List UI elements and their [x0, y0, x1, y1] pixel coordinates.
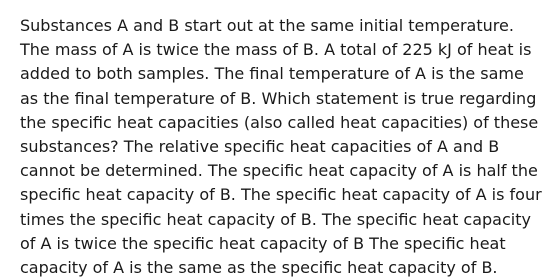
text-line: added to both samples. The final temperature of A is the same [20, 64, 524, 84]
text-line: of A is twice the specific heat capacity of B The specific heat [20, 233, 506, 253]
question-text [20, 14, 550, 280]
text-line: substances? The relative specific heat capacities of A and B [20, 137, 500, 157]
text-line: Substances A and B start out at the same initial temperature. [20, 16, 514, 35]
text-line: times the specific heat capacity of B. The specific heat capacity [20, 209, 531, 229]
text-line: as the final temperature of B. Which statement is true regarding [20, 88, 537, 108]
text-line: The mass of A is twice the mass of B. A total of 225 kJ of heat is [20, 40, 532, 60]
text-line: the specific heat capacities (also called heat capacities) of these [20, 112, 539, 132]
text-line: capacity of A is the same as the specific heat capacity of B. [20, 258, 498, 278]
text-line: specific heat capacity of B. The specific heat capacity of A is four [20, 185, 542, 205]
text-line: cannot be determined. The specific heat capacity of A is half the [20, 161, 538, 181]
